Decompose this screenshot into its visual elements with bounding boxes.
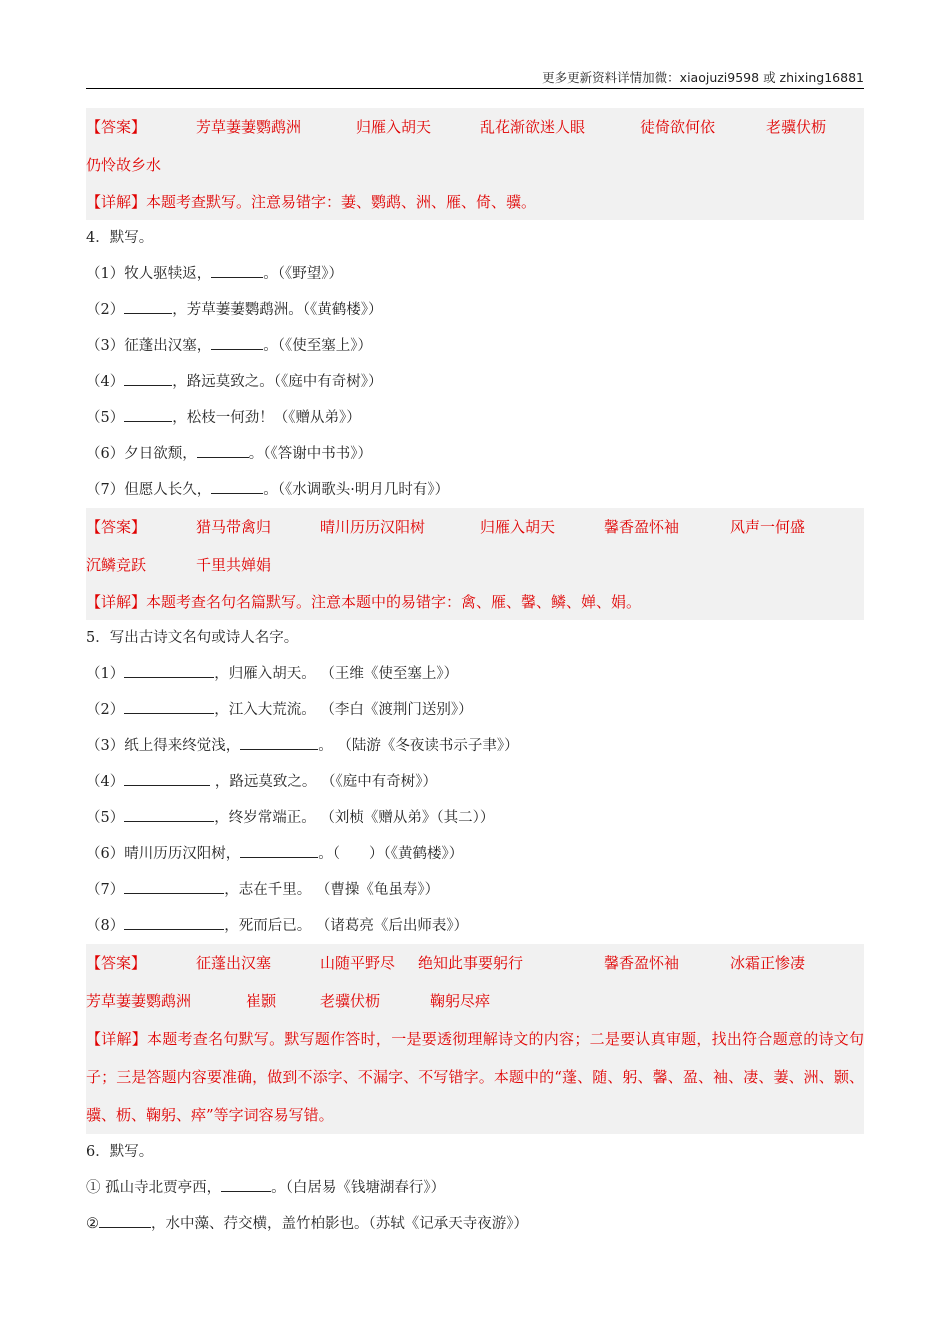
question-6-item-2: ② ，水中藻、荇交横，盖竹柏影也。（苏轼《记承天寺夜游》）	[86, 1206, 864, 1242]
question-4-item-2: （2） ，芳草萋萋鹦鹉洲。（《黄鹤楼》）	[86, 292, 864, 328]
question-5-item-3: （3）纸上得来终觉浅， 。 （陆游《冬夜读书示子聿》）	[86, 728, 864, 764]
answer-item: 老骥伏枥	[320, 992, 381, 1010]
answer-item: 鞠躬尽瘁	[430, 992, 491, 1010]
question-5-item-8: （8） ，死而后已。 （诸葛亮《后出师表》）	[86, 908, 864, 944]
fill-blank[interactable]	[124, 663, 214, 678]
answer-block-5	[86, 944, 864, 1134]
fill-blank[interactable]	[124, 407, 172, 422]
question-5-item-5: （5） ，终岁常端正。 （刘桢《赠从弟》（其二））	[86, 800, 864, 836]
fill-blank[interactable]	[197, 443, 249, 458]
answer-item: 绝知此事要躬行	[418, 954, 524, 972]
answer-row	[86, 944, 864, 982]
answer-item: 乱花渐欲迷人眼	[480, 118, 586, 136]
question-5-item-4: （4） ，路远莫致之。 （《庭中有奇树》）	[86, 764, 864, 800]
question-4-item-5: （5） ，松枝一何劲！（《赠从弟》）	[86, 400, 864, 436]
answer-item: 晴川历历汉阳树	[320, 518, 426, 536]
fill-blank[interactable]	[124, 299, 172, 314]
answer-tag: 【答案】	[86, 118, 147, 136]
question-4-item-4: （4） ，路远莫致之。（《庭中有奇树》）	[86, 364, 864, 400]
question-5-item-2: （2） ，江入大荒流。 （李白《渡荆门送别》）	[86, 692, 864, 728]
fill-blank[interactable]	[211, 263, 263, 278]
fill-blank[interactable]	[124, 771, 210, 786]
answer-detail: 【详解】本题考查默写。注意易错字：萋、鹦鹉、洲、雁、倚、骥。	[86, 193, 537, 211]
fill-blank[interactable]	[211, 335, 263, 350]
fill-blank[interactable]	[124, 915, 224, 930]
fill-blank[interactable]	[124, 807, 214, 822]
answer-item: 老骥伏枥	[766, 118, 827, 136]
fill-blank[interactable]	[99, 1213, 151, 1228]
answer-row	[86, 108, 864, 146]
fill-blank[interactable]	[240, 735, 318, 750]
answer-item: 馨香盈怀袖	[604, 518, 680, 536]
fill-blank[interactable]	[124, 371, 172, 386]
fill-blank[interactable]	[240, 843, 318, 858]
answer-block-3	[86, 108, 864, 220]
fill-blank[interactable]	[124, 699, 214, 714]
answer-item: 徒倚欲何依	[640, 118, 716, 136]
document-body	[86, 108, 864, 1242]
answer-detail: 【详解】本题考查名句名篇默写。注意本题中的易错字：禽、雁、馨、鳞、婵、娟。	[86, 593, 642, 611]
answer-item: 仍怜故乡水	[86, 156, 162, 174]
answer-detail: 【详解】本题考查名句默写。默写题作答时，一是要透彻理解诗文的内容；二是要认真审题，找出符合题意的诗文句子；三是答题内容要准确，做到不添字、不漏字、不写错字。本题中的“蓬、随、躬、馨、盈、袖、凄、萋、洲、颢、骥、枥、鞠躬、瘁”等字词容易写错。	[86, 1030, 864, 1124]
answer-tag: 【答案】	[86, 518, 147, 536]
fill-blank[interactable]	[221, 1177, 271, 1192]
answer-item: 征蓬出汉塞	[196, 954, 272, 972]
answer-item: 沉鳞竞跃	[86, 556, 147, 574]
answer-row	[86, 146, 864, 184]
question-5-item-6: （6）晴川历历汉阳树， 。（ ）（《黄鹤楼》）	[86, 836, 864, 872]
answer-item: 芳草萋萋鹦鹉洲	[196, 118, 302, 136]
answer-item: 归雁入胡天	[480, 518, 556, 536]
answer-row	[86, 508, 864, 546]
answer-item: 风声一何盛	[730, 518, 806, 536]
answer-item: 归雁入胡天	[356, 118, 432, 136]
fill-blank[interactable]	[211, 479, 263, 494]
answer-item: 冰霜正惨凄	[730, 954, 806, 972]
answer-item: 崔颢	[246, 992, 277, 1010]
answer-item: 山随平野尽	[320, 954, 396, 972]
answer-tag: 【答案】	[86, 954, 147, 972]
question-6-item-1: ① 孤山寺北贾亭西， 。（白居易《钱塘湖春行》）	[86, 1170, 864, 1206]
question-4-item-1: （1）牧人驱犊返， 。（《野望》）	[86, 256, 864, 292]
question-4-item-7: （7）但愿人长久， 。（《水调歌头·明月几时有》）	[86, 472, 864, 508]
page-header	[86, 66, 864, 89]
answer-row	[86, 982, 864, 1020]
answer-row	[86, 546, 864, 584]
question-4-item-3: （3）征蓬出汉塞， 。（《使至塞上》）	[86, 328, 864, 364]
answer-item: 千里共婵娟	[196, 556, 272, 574]
question-6-title: 6．默写。	[86, 1144, 154, 1160]
header-contact-text: 更多更新资料详情加微：xiaojuzi9598 或 zhixing16881	[542, 70, 864, 85]
answer-item: 猎马带禽归	[196, 518, 272, 536]
question-5-item-1: （1） ，归雁入胡天。 （王维《使至塞上》）	[86, 656, 864, 692]
question-5-item-7: （7） ，志在千里。 （曹操《龟虽寿》）	[86, 872, 864, 908]
question-5-title: 5．写出古诗文名句或诗人名字。	[86, 630, 299, 646]
question-4-title: 4．默写。	[86, 230, 154, 246]
question-4-item-6: （6）夕日欲颓， 。（《答谢中书书》）	[86, 436, 864, 472]
answer-item: 芳草萋萋鹦鹉洲	[86, 992, 192, 1010]
answer-item: 馨香盈怀袖	[604, 954, 680, 972]
fill-blank[interactable]	[124, 879, 224, 894]
answer-block-4	[86, 508, 864, 620]
